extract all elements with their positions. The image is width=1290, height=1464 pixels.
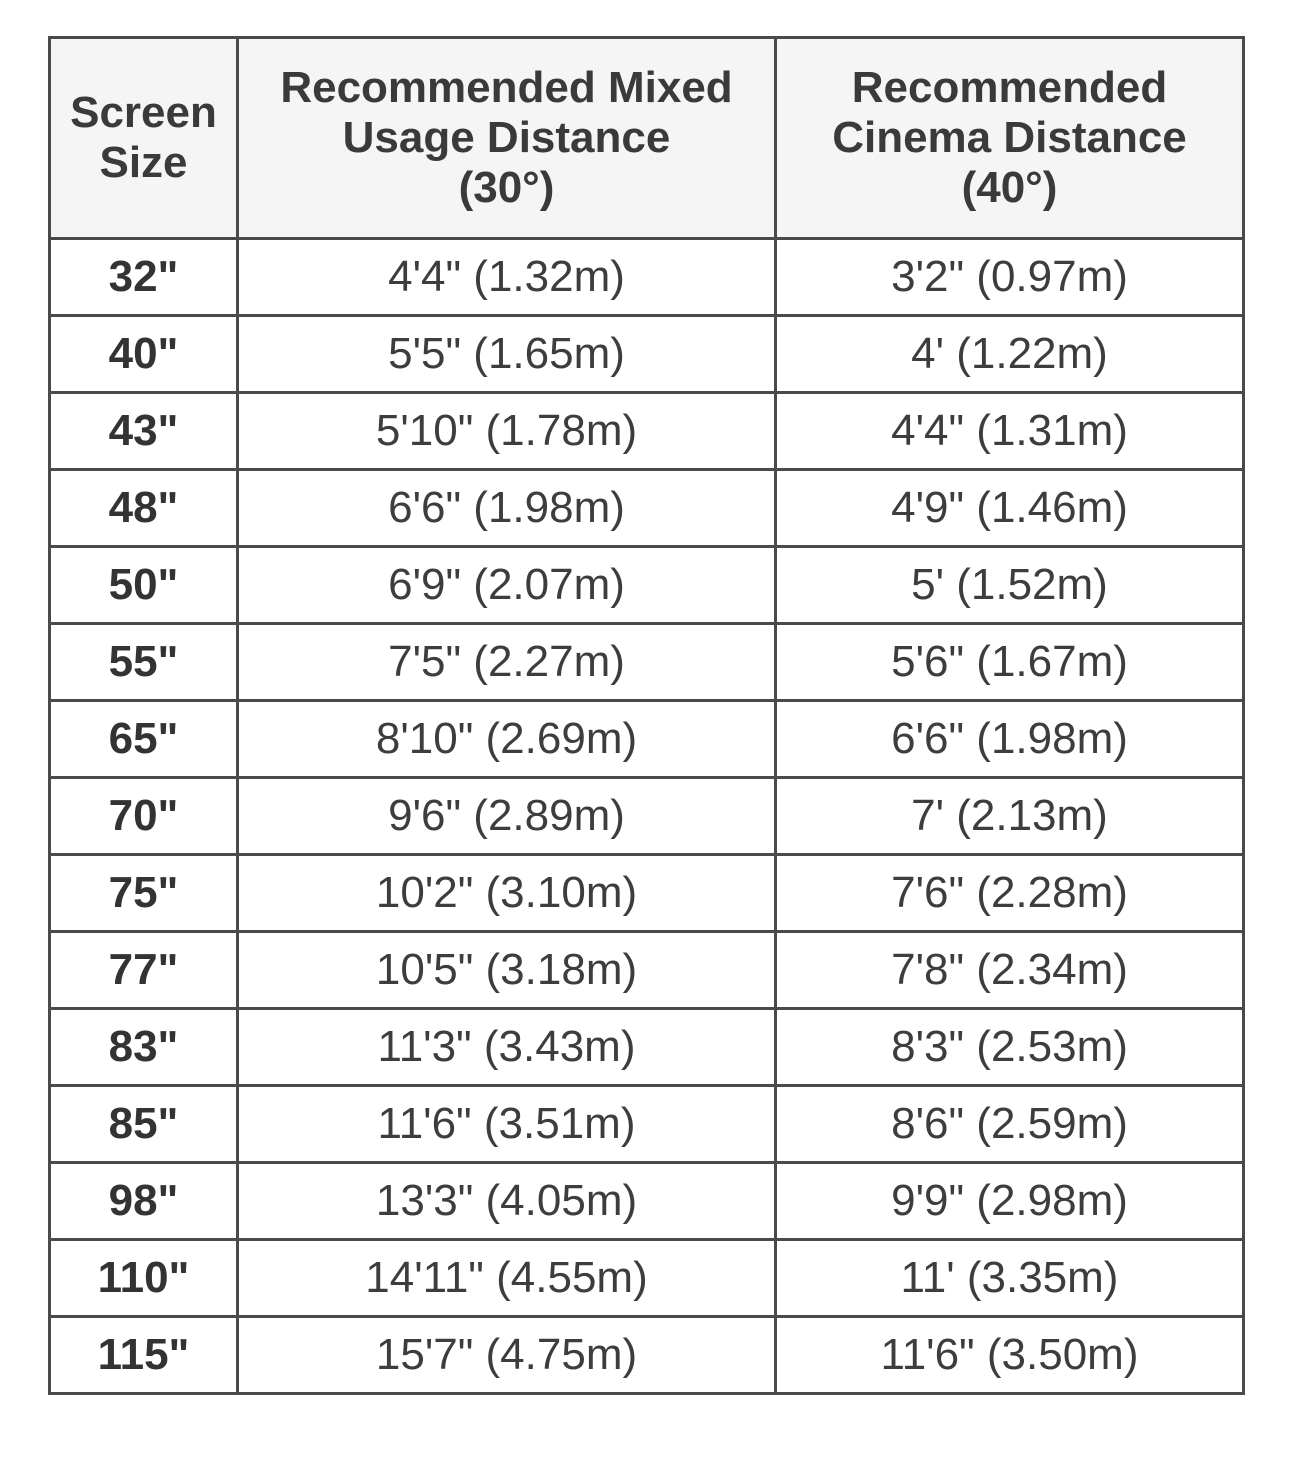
screen-size-cell: 70" — [50, 778, 238, 855]
screen-size-cell: 83" — [50, 1009, 238, 1086]
table-row — [50, 932, 1244, 1009]
screen-size-cell: 85" — [50, 1086, 238, 1163]
table-row — [50, 1317, 1244, 1394]
mixed-distance-cell: 14'11" (4.55m) — [238, 1240, 776, 1317]
mixed-distance-cell: 10'5" (3.18m) — [238, 932, 776, 1009]
viewing-distance-table-container — [48, 36, 1242, 1395]
table-row — [50, 239, 1244, 316]
cinema-distance-cell: 11' (3.35m) — [776, 1240, 1244, 1317]
mixed-distance-cell: 6'6" (1.98m) — [238, 470, 776, 547]
cinema-distance-cell: 5' (1.52m) — [776, 547, 1244, 624]
header-line: Cinema Distance — [832, 113, 1187, 162]
mixed-distance-cell: 8'10" (2.69m) — [238, 701, 776, 778]
header-screen-size — [50, 38, 238, 239]
cinema-distance-cell: 8'6" (2.59m) — [776, 1086, 1244, 1163]
cinema-distance-cell: 7'8" (2.34m) — [776, 932, 1244, 1009]
mixed-distance-cell: 5'5" (1.65m) — [238, 316, 776, 393]
screen-size-cell: 50" — [50, 547, 238, 624]
cinema-distance-cell: 4' (1.22m) — [776, 316, 1244, 393]
header-line: (40°) — [961, 163, 1058, 212]
table-row — [50, 393, 1244, 470]
table-row — [50, 470, 1244, 547]
cinema-distance-cell: 9'9" (2.98m) — [776, 1163, 1244, 1240]
header-line: Recommended — [851, 63, 1168, 112]
mixed-distance-cell: 6'9" (2.07m) — [238, 547, 776, 624]
mixed-distance-cell: 13'3" (4.05m) — [238, 1163, 776, 1240]
cinema-distance-cell: 3'2" (0.97m) — [776, 239, 1244, 316]
mixed-distance-cell: 5'10" (1.78m) — [238, 393, 776, 470]
cinema-distance-cell: 5'6" (1.67m) — [776, 624, 1244, 701]
table-row — [50, 1086, 1244, 1163]
header-mixed-usage-distance — [238, 38, 776, 239]
mixed-distance-cell: 4'4" (1.32m) — [238, 239, 776, 316]
screen-size-cell: 40" — [50, 316, 238, 393]
screen-size-cell: 77" — [50, 932, 238, 1009]
mixed-distance-cell: 10'2" (3.10m) — [238, 855, 776, 932]
header-line: Usage Distance — [342, 113, 671, 162]
header-line: Recommended Mixed — [280, 63, 733, 112]
screen-size-cell: 115" — [50, 1317, 238, 1394]
header-row — [50, 38, 1244, 239]
header-line: (30°) — [458, 163, 555, 212]
table-row — [50, 855, 1244, 932]
cinema-distance-cell: 6'6" (1.98m) — [776, 701, 1244, 778]
screen-size-cell: 75" — [50, 855, 238, 932]
table-row — [50, 1163, 1244, 1240]
cinema-distance-cell: 4'9" (1.46m) — [776, 470, 1244, 547]
cinema-distance-cell: 7'6" (2.28m) — [776, 855, 1244, 932]
table-row — [50, 1240, 1244, 1317]
cinema-distance-cell: 11'6" (3.50m) — [776, 1317, 1244, 1394]
screen-size-cell: 32" — [50, 239, 238, 316]
mixed-distance-cell: 11'3" (3.43m) — [238, 1009, 776, 1086]
screen-size-cell: 43" — [50, 393, 238, 470]
cinema-distance-cell: 8'3" (2.53m) — [776, 1009, 1244, 1086]
screen-size-cell: 65" — [50, 701, 238, 778]
table-row — [50, 316, 1244, 393]
mixed-distance-cell: 15'7" (4.75m) — [238, 1317, 776, 1394]
table-row — [50, 778, 1244, 855]
screen-size-cell: 48" — [50, 470, 238, 547]
table-row — [50, 547, 1244, 624]
mixed-distance-cell: 11'6" (3.51m) — [238, 1086, 776, 1163]
header-cinema-distance — [776, 38, 1244, 239]
screen-size-cell: 55" — [50, 624, 238, 701]
viewing-distance-table — [48, 36, 1245, 1395]
cinema-distance-cell: 4'4" (1.31m) — [776, 393, 1244, 470]
table-row — [50, 1009, 1244, 1086]
mixed-distance-cell: 7'5" (2.27m) — [238, 624, 776, 701]
cinema-distance-cell: 7' (2.13m) — [776, 778, 1244, 855]
header-line: Size — [99, 138, 188, 187]
header-line: Screen — [70, 88, 217, 137]
screen-size-cell: 98" — [50, 1163, 238, 1240]
table-row — [50, 624, 1244, 701]
screen-size-cell: 110" — [50, 1240, 238, 1317]
mixed-distance-cell: 9'6" (2.89m) — [238, 778, 776, 855]
table-row — [50, 701, 1244, 778]
